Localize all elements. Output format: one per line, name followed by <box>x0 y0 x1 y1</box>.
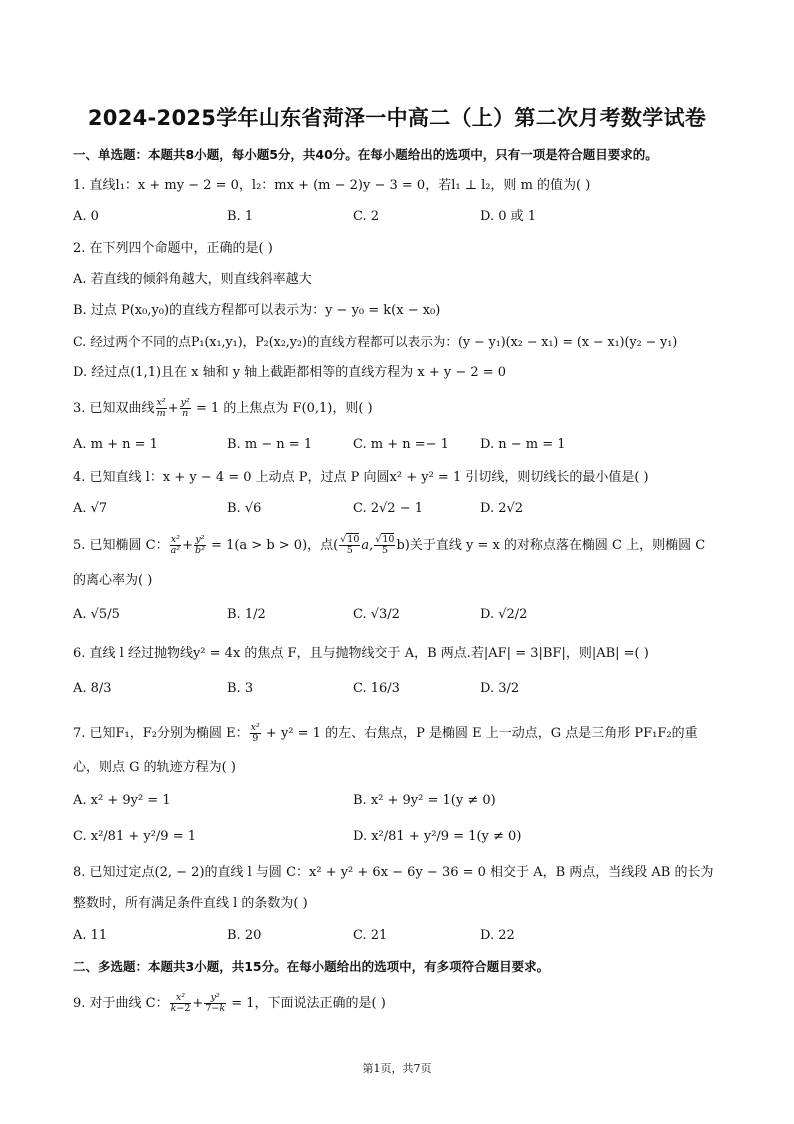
q9-stem-pre: 9. 对于曲线 C： <box>73 996 169 1011</box>
q6-option-b: B. 3 <box>227 681 254 696</box>
section-multi-choice-header: 二、多选题：本题共3小题，共15分。在每小题给出的选项中，有多项符合题目要求。 <box>73 959 550 974</box>
q6-option-c: C. 16/3 <box>353 681 400 696</box>
q7-stem-post: + y² = 1 的左、右焦点，P 是椭圆 E 上一动点，G 点是三角形 PF₁F₂的重 <box>261 726 698 741</box>
question-3-stem: 3. 已知双曲线 $\frac{\text{x²}}{m}$ + $\frac{\text{y²}}{n}$ = 1 的上焦点为 F(0,1)，则( ) <box>73 397 373 419</box>
q8-option-b: B. 20 <box>227 928 262 943</box>
q3-stem-post: = 1 的上焦点为 F(0,1)，则( ) <box>191 401 373 416</box>
q8-option-a: A. 11 <box>73 928 108 943</box>
q5-stem-pre: 5. 已知椭圆 C： <box>73 538 169 553</box>
q4-option-b: B. √6 <box>227 501 262 516</box>
q7-option-d: D. x²/81 + y²/9 = 1(y ≠ 0) <box>353 829 522 844</box>
q4-option-c: C. 2√2 − 1 <box>353 501 424 516</box>
fraction-y2-over-n: $\frac{\text{y²}}{n}$ <box>180 397 190 419</box>
q6-option-d: D. 3/2 <box>480 681 520 696</box>
question-5-stem: 5. 已知椭圆 C： $\frac{\text{x²}}{\text{a²}}$ + $\frac{\text{y²}}{\text{b²}}$ = 1(a > b > 0)，点( $\frac{√10}{5}$ a, $\frac{√10}{5}$ b)关于直线 y = x 的对称点落在椭圆 C 上，则椭圆 C <box>73 534 706 556</box>
q2-option-d: D. 经过点(1,1)且在 x 轴和 y 轴上截距都相等的直线方程为 x + y − 2 = 0 <box>73 365 507 380</box>
q5-option-c: C. √3/2 <box>353 607 400 622</box>
q8-option-c: C. 21 <box>353 928 388 943</box>
q5-option-b: B. 1/2 <box>227 607 266 622</box>
q5-stem-mid: = 1(a > b > 0)，点( <box>206 538 339 553</box>
question-2-stem: 2. 在下列四个命题中，正确的是( ) <box>73 241 273 256</box>
q5-option-d: D. √2/2 <box>480 607 528 622</box>
fraction-x2-over-k-minus-2: $\frac{\text{x²}}{k-2}$ <box>170 992 191 1014</box>
q4-option-a: A. √7 <box>73 501 108 516</box>
fraction-sqrt10-over-5-a: $\frac{√10}{5}$ <box>340 534 360 556</box>
fraction-x2-over-a2: $\frac{\text{x²}}{\text{a²}}$ <box>170 534 181 556</box>
q2-option-b: B. 过点 P(x₀,y₀)的直线方程都可以表示为：y − y₀ = k(x − x₀) <box>73 303 441 318</box>
q5-stem-post: b)关于直线 y = x 的对称点落在椭圆 C 上，则椭圆 C <box>396 538 706 553</box>
fraction-y2-over-7-minus-k: $\frac{\text{y²}}{7-k}$ <box>205 992 226 1014</box>
q7-option-a: A. x² + 9y² = 1 <box>73 793 171 808</box>
fraction-sqrt10-over-5-b: $\frac{√10}{5}$ <box>375 534 395 556</box>
page-title: 2024-2025学年山东省菏泽一中高二（上）第二次月考数学试卷 <box>87 106 707 130</box>
q1-option-b: B. 1 <box>227 209 254 224</box>
q7-option-c: C. x²/81 + y²/9 = 1 <box>73 829 197 844</box>
q3-option-a: A. m + n = 1 <box>73 437 158 452</box>
q7-stem-pre: 7. 已知F₁，F₂分别为椭圆 E： <box>73 726 249 741</box>
fraction-x2-over-9: $\frac{\text{x²}}{9}$ <box>250 722 260 744</box>
question-7-stem-line2: 心，则点 G 的轨迹方程为( ) <box>73 760 236 775</box>
question-8-stem: 8. 已知过定点(2, − 2)的直线 l 与圆 C：x² + y² + 6x − 6y − 36 = 0 相交于 A，B 两点，当线段 AB 的长为 <box>73 865 714 880</box>
question-4-stem: 4. 已知直线 l：x + y − 4 = 0 上动点 P，过点 P 向圆x² + y² = 1 引切线，则切线长的最小值是( ) <box>73 470 649 485</box>
q5-option-a: A. √5/5 <box>73 607 120 622</box>
q1-option-d: D. 0 或 1 <box>480 209 537 224</box>
q3-option-b: B. m − n = 1 <box>227 437 313 452</box>
question-7-stem <box>73 723 698 744</box>
q6-option-a: A. 8/3 <box>73 681 112 696</box>
fraction-x2-over-m: $\frac{\text{x²}}{m}$ <box>156 397 166 419</box>
q4-option-d: D. 2√2 <box>480 501 524 516</box>
question-1-stem: 1. 直线l₁：x + my − 2 = 0，l₂：mx + (m − 2)y − 3 = 0，若l₁ ⊥ l₂，则 m 的值为( ) <box>73 178 591 193</box>
q2-option-a: A. 若直线的倾斜角越大，则直线斜率越大 <box>73 272 312 287</box>
question-9-stem: 9. 对于曲线 C： $\frac{\text{x²}}{k-2}$ + $\frac{\text{y²}}{7-k}$ = 1，下面说法正确的是( ) <box>73 992 386 1014</box>
q9-stem-post: = 1，下面说法正确的是( ) <box>227 996 386 1011</box>
q3-stem-pre: 3. 已知双曲线 <box>73 401 155 416</box>
q3-option-c: C. m + n =− 1 <box>353 437 449 452</box>
q1-option-a: A. 0 <box>73 209 99 224</box>
q1-option-c: C. 2 <box>353 209 380 224</box>
q8-option-d: D. 22 <box>480 928 515 943</box>
question-6-stem: 6. 直线 l 经过抛物线y² = 4x 的焦点 F，且与抛物线交于 A，B 两点.若|AF| = 3|BF|，则|AB| =( ) <box>73 646 649 661</box>
q7-option-b: B. x² + 9y² = 1(y ≠ 0) <box>353 793 496 808</box>
section-single-choice-header: 一、单选题：本题共8小题，每小题5分，共40分。在每小题给出的选项中，只有一项是符合题目要求的。 <box>73 147 658 162</box>
question-8-stem-line2: 整数时，所有满足条件直线 l 的条数为( ) <box>73 896 308 911</box>
fraction-y2-over-b2: $\frac{\text{y²}}{\text{b²}}$ <box>195 534 205 556</box>
page-footer: 第1页，共7页 <box>362 1062 432 1075</box>
q2-option-c: C. 经过两个不同的点P₁(x₁,y₁)，P₂(x₂,y₂)的直线方程都可以表示为：(y − y₁)(x₂ − x₁) = (x − x₁)(y₂ − y₁) <box>73 334 678 349</box>
question-5-stem-line2: 的离心率为( ) <box>73 573 153 588</box>
q3-option-d: D. n − m = 1 <box>480 437 566 452</box>
